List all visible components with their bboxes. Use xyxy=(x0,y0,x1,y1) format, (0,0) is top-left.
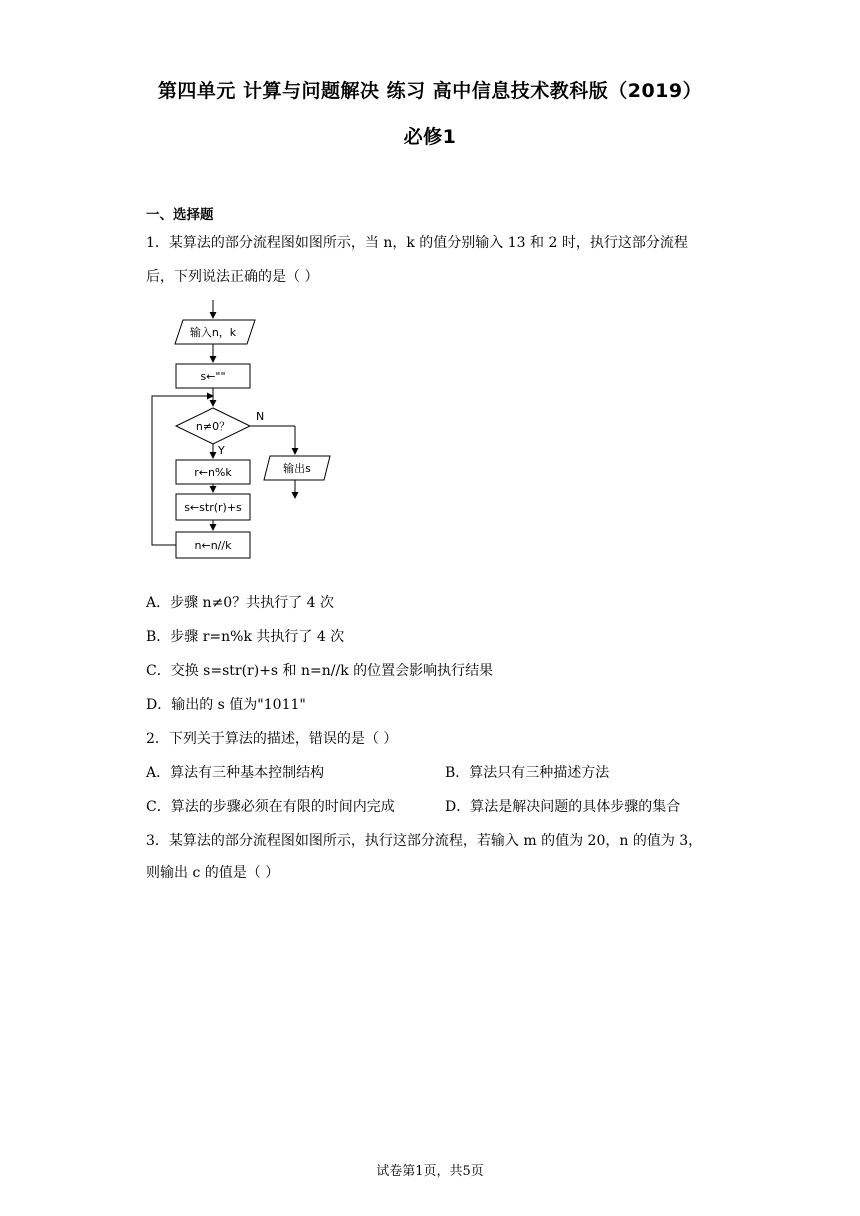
flow-input-label: 输入n，k xyxy=(189,326,237,339)
section-heading: 一、选择题 xyxy=(146,207,214,223)
q1-option-c: C．交换 s=str(r)+s 和 n=n//k 的位置会影响执行结果 xyxy=(146,663,494,679)
q2-stem: 2．下列关于算法的描述，错误的是（ ） xyxy=(146,731,398,747)
flow-yes-label: Y xyxy=(218,444,225,457)
q1-stem-line2: 后，下列说法正确的是（ ） xyxy=(146,269,319,285)
flow-step2-label: s←str(r)+s xyxy=(184,501,242,514)
q2-option-c: C．算法的步骤必须在有限的时间内完成 xyxy=(146,799,395,815)
flow-output-label: 输出s xyxy=(283,462,311,475)
page-footer: 试卷第1页，共5页 xyxy=(376,1164,484,1179)
q1-stem-line1: 1．某算法的部分流程图如图所示，当 n，k 的值分别输入 13 和 2 时，执行这部分流程 xyxy=(146,235,688,251)
flow-step1-label: r←n%k xyxy=(194,466,232,479)
flow-init-label: s←"" xyxy=(200,370,226,383)
flow-step3-label: n←n//k xyxy=(194,539,232,552)
q1-option-d: D．输出的 s 值为"1011" xyxy=(146,697,306,713)
q2-option-d: D．算法是解决问题的具体步骤的集合 xyxy=(445,799,681,815)
q3-stem-line2: 则输出 c 的值是（ ） xyxy=(146,865,280,881)
flow-cond-label: n≠0？ xyxy=(195,420,231,433)
flow-no-label: N xyxy=(256,410,265,423)
q1-flowchart xyxy=(140,296,360,576)
q1-option-a: A．步骤 n≠0？共执行了 4 次 xyxy=(146,595,335,611)
q1-option-b: B．步骤 r=n%k 共执行了 4 次 xyxy=(146,629,345,645)
doc-title-line1: 第四单元 计算与问题解决 练习 高中信息技术教科版（2019） xyxy=(157,80,703,102)
q2-option-b: B．算法只有三种描述方法 xyxy=(445,765,610,781)
doc-title-line2: 必修1 xyxy=(403,126,457,148)
q3-stem-line1: 3．某算法的部分流程图如图所示，执行这部分流程，若输入 m 的值为 20，n 的值为 3， xyxy=(146,833,703,849)
q2-option-a: A．算法有三种基本控制结构 xyxy=(146,765,325,781)
